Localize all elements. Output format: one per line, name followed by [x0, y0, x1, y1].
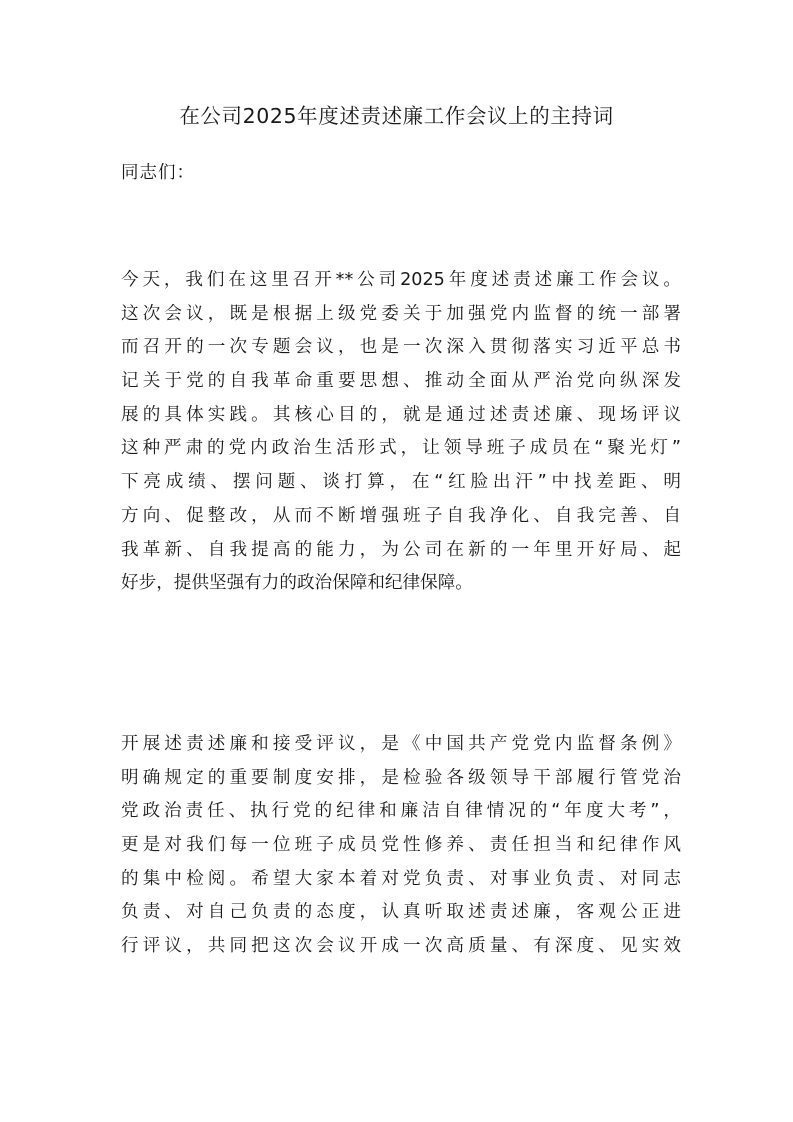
paragraph-line: 好步，提供坚强有力的政治保障和纪律保障。 [121, 573, 473, 594]
salutation: 同志们： [121, 163, 195, 183]
paragraph-line: 这种严肃的党内政治生活形式，让领导班子成员在“聚光灯” [121, 438, 681, 459]
paragraph-line: 党政治责任、执行党的纪律和廉洁自律情况的“年度大考”， [121, 801, 681, 822]
paragraph-line: 我革新、自我提高的能力，为公司在新的一年里开好局、起 [121, 539, 681, 560]
paragraph-line: 的集中检阅。希望大家本着对党负责、对事业负责、对同志 [121, 868, 681, 889]
paragraph-line: 更是对我们每一位班子成员党性修养、责任担当和纪律作风 [121, 835, 681, 856]
paragraph-line: 开展述责述廉和接受评议，是《中国共产党党内监督条例》 [121, 734, 681, 754]
paragraph-2 [121, 728, 681, 964]
paragraph-line: 今天，我们在这里召开**公司2025年度述责述廉工作会议。 [121, 270, 681, 290]
paragraph-line: 下亮成绩、摆问题、谈打算，在“红脸出汗”中找差距、明 [121, 472, 681, 493]
paragraph-line: 记关于党的自我革命重要思想、推动全面从严治党向纵深发 [121, 371, 681, 392]
paragraph-line: 负责、对自己负责的态度，认真听取述责述廉，客观公正进 [121, 902, 681, 923]
paragraph-line: 展的具体实践。其核心目的，就是通过述责述廉、现场评议 [121, 404, 681, 425]
paragraph-line: 这次会议，既是根据上级党委关于加强党内监督的统一部署 [121, 303, 681, 324]
paragraph-line: 行评议，共同把这次会议开成一次高质量、有深度、见实效 [121, 936, 681, 957]
paragraph-line: 而召开的一次专题会议，也是一次深入贯彻落实习近平总书 [121, 337, 681, 358]
paragraph-line: 方向、促整改，从而不断增强班子自我净化、自我完善、自 [121, 505, 681, 526]
document-title: 在公司2025年度述责述廉工作会议上的主持词 [179, 104, 614, 128]
paragraph-1 [121, 264, 681, 601]
paragraph-line: 明确规定的重要制度安排，是检验各级领导干部履行管党治 [121, 767, 681, 788]
